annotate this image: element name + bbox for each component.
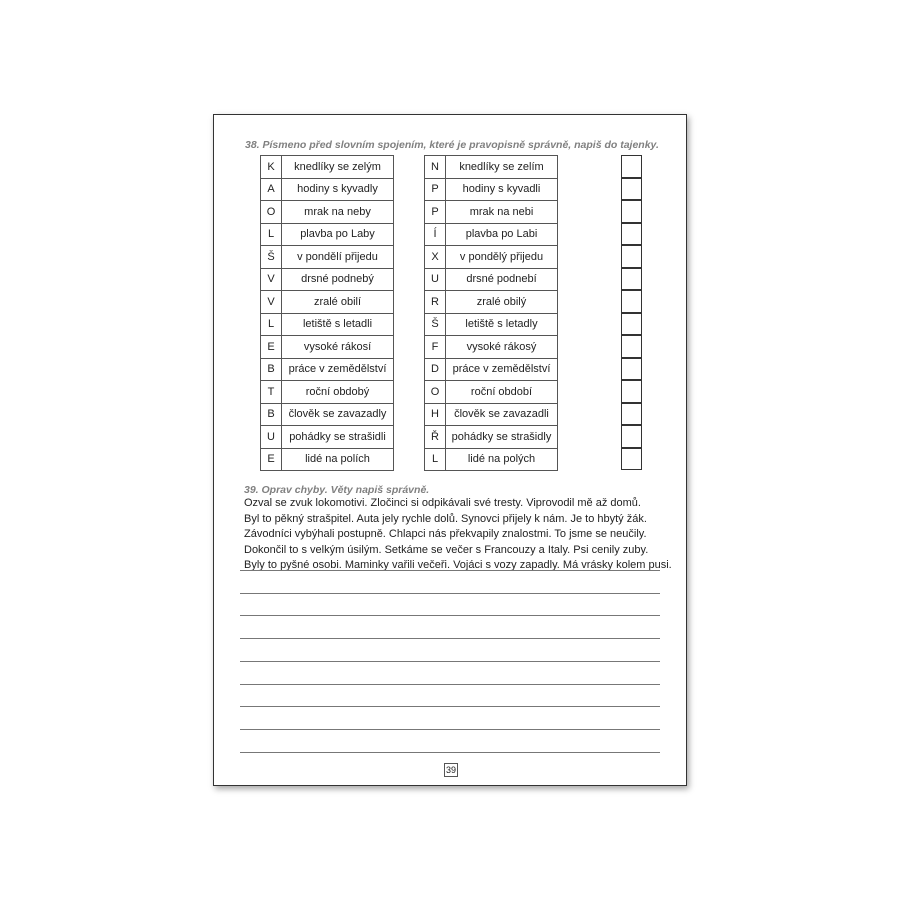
table-row xyxy=(261,336,394,359)
table-row xyxy=(261,246,394,269)
table-row xyxy=(425,201,558,224)
answer-box[interactable] xyxy=(621,447,642,471)
task-39-text xyxy=(244,496,672,574)
row-phrase[interactable]: lidé na polích xyxy=(282,448,394,471)
row-letter: B xyxy=(261,358,282,381)
row-letter: Í xyxy=(425,223,446,246)
row-phrase[interactable]: knedlíky se zelým xyxy=(282,156,394,179)
row-letter: U xyxy=(261,426,282,449)
writing-line[interactable] xyxy=(240,729,660,730)
table-row xyxy=(261,403,394,426)
row-letter: O xyxy=(261,201,282,224)
row-phrase[interactable]: knedlíky se zelím xyxy=(446,156,558,179)
table-row xyxy=(261,358,394,381)
row-letter: Ř xyxy=(425,426,446,449)
row-letter: B xyxy=(261,403,282,426)
row-letter: V xyxy=(261,291,282,314)
table-row xyxy=(261,201,394,224)
left-table xyxy=(260,155,394,471)
row-phrase[interactable]: letiště s letadly xyxy=(446,313,558,336)
row-letter: H xyxy=(425,403,446,426)
table-row xyxy=(425,291,558,314)
answer-box[interactable] xyxy=(621,334,642,357)
row-letter: R xyxy=(425,291,446,314)
answer-box[interactable] xyxy=(621,155,642,177)
table-row xyxy=(261,313,394,336)
row-letter: P xyxy=(425,178,446,201)
text-line: Ozval se zvuk lokomotivi. Zločinci si odpikávali své tresty. Viprovodil mě až domů. xyxy=(244,497,641,509)
text-line: Dokončil to s velkým úsilým. Setkáme se večer s Francouzy a Italy. Psi cenily zuby. xyxy=(244,543,649,556)
row-phrase[interactable]: letiště s letadli xyxy=(282,313,394,336)
row-phrase[interactable]: vysoké rákosí xyxy=(282,336,394,359)
row-letter: Š xyxy=(425,313,446,336)
writing-line[interactable] xyxy=(240,706,660,707)
writing-line[interactable] xyxy=(240,684,660,685)
table-row xyxy=(261,268,394,291)
text-line: Závodníci vybýhali postupně. Chlapci nás překvapily znalostmi. To jsme se neučily. xyxy=(244,528,647,540)
row-phrase[interactable]: v pondělí přijedu xyxy=(282,246,394,269)
answer-box[interactable] xyxy=(621,289,642,312)
table-row xyxy=(425,268,558,291)
row-phrase[interactable]: roční období xyxy=(446,381,558,404)
table-row xyxy=(425,358,558,381)
row-phrase[interactable]: zralé obilí xyxy=(282,291,394,314)
row-letter: F xyxy=(425,336,446,359)
row-phrase[interactable]: v pondělý přijedu xyxy=(446,246,558,269)
row-phrase[interactable]: mrak na neby xyxy=(282,201,394,224)
row-letter: V xyxy=(261,268,282,291)
row-letter: N xyxy=(425,156,446,179)
row-letter: O xyxy=(425,381,446,404)
row-phrase[interactable]: hodiny s kyvadly xyxy=(282,178,394,201)
row-phrase[interactable]: člověk se zavazadli xyxy=(446,403,558,426)
row-phrase[interactable]: plavba po Laby xyxy=(282,223,394,246)
row-phrase[interactable]: drsné podnebí xyxy=(446,268,558,291)
row-phrase[interactable]: pohádky se strašidli xyxy=(282,426,394,449)
row-letter: Š xyxy=(261,246,282,269)
row-letter: A xyxy=(261,178,282,201)
table-row xyxy=(425,246,558,269)
table-row xyxy=(425,381,558,404)
table-row xyxy=(261,178,394,201)
page-number: 39 xyxy=(445,765,456,775)
table-row xyxy=(261,381,394,404)
writing-line[interactable] xyxy=(240,661,660,662)
row-letter: X xyxy=(425,246,446,269)
table-row xyxy=(261,291,394,314)
row-letter: D xyxy=(425,358,446,381)
row-letter: U xyxy=(425,268,446,291)
row-phrase[interactable]: roční obdobý xyxy=(282,381,394,404)
row-phrase[interactable]: práce v zemědělství xyxy=(282,358,394,381)
table-row xyxy=(425,223,558,246)
row-letter: E xyxy=(261,448,282,471)
writing-line[interactable] xyxy=(240,593,660,594)
text-line: Byl to pěkný strašpitel. Auta jely rychle dolů. Synovci přijely k nám. Je to hbytý žák. xyxy=(244,512,647,525)
answer-box[interactable] xyxy=(621,357,642,380)
answer-box[interactable] xyxy=(621,244,642,267)
row-phrase[interactable]: plavba po Labi xyxy=(446,223,558,246)
writing-line[interactable] xyxy=(240,752,660,753)
row-phrase[interactable]: práce v zemědělství xyxy=(446,358,558,381)
table-row xyxy=(425,313,558,336)
row-letter: L xyxy=(261,313,282,336)
table-row xyxy=(425,156,558,179)
row-phrase[interactable]: hodiny s kyvadli xyxy=(446,178,558,201)
row-letter: K xyxy=(261,156,282,179)
table-row xyxy=(425,178,558,201)
row-phrase[interactable]: mrak na nebi xyxy=(446,201,558,224)
table-row xyxy=(425,336,558,359)
row-phrase[interactable]: drsné podnebý xyxy=(282,268,394,291)
text-underline xyxy=(240,570,660,571)
row-letter: L xyxy=(261,223,282,246)
table-row xyxy=(425,403,558,426)
row-phrase[interactable]: pohádky se strašidly xyxy=(446,426,558,449)
row-letter: P xyxy=(425,201,446,224)
table-row xyxy=(261,156,394,179)
answer-box[interactable] xyxy=(621,402,642,425)
row-phrase[interactable]: člověk se zavazadly xyxy=(282,403,394,426)
task-39-title: 39. Oprav chyby. Věty napiš správně. xyxy=(244,484,430,496)
answer-box[interactable] xyxy=(621,199,642,222)
text-line: Byly to pyšné osobi. Maminky vařili večeři. Vojáci s vozy zapadly. Má vrásky kolem pusi. xyxy=(244,559,672,571)
writing-line[interactable] xyxy=(240,615,660,616)
row-phrase[interactable]: vysoké rákosý xyxy=(446,336,558,359)
task-38-title: 38. Písmeno před slovním spojením, které je pravopisně správně, napiš do tajenky. xyxy=(245,139,659,151)
table-row xyxy=(261,426,394,449)
row-letter: T xyxy=(261,381,282,404)
workbook-page xyxy=(213,114,687,786)
table-row xyxy=(261,223,394,246)
row-phrase[interactable]: lidé na polých xyxy=(446,448,558,471)
writing-line[interactable] xyxy=(240,638,660,639)
answer-boxes xyxy=(621,155,642,470)
answer-box[interactable] xyxy=(621,379,642,402)
table-row xyxy=(425,448,558,471)
row-letter: E xyxy=(261,336,282,359)
answer-box[interactable] xyxy=(621,424,642,447)
row-phrase[interactable]: zralé obilý xyxy=(446,291,558,314)
right-table xyxy=(424,155,558,471)
table-row xyxy=(425,426,558,449)
table-row xyxy=(261,448,394,471)
answer-box[interactable] xyxy=(621,267,642,290)
row-letter: L xyxy=(425,448,446,471)
answer-box[interactable] xyxy=(621,222,642,245)
answer-box[interactable] xyxy=(621,177,642,200)
answer-box[interactable] xyxy=(621,312,642,335)
